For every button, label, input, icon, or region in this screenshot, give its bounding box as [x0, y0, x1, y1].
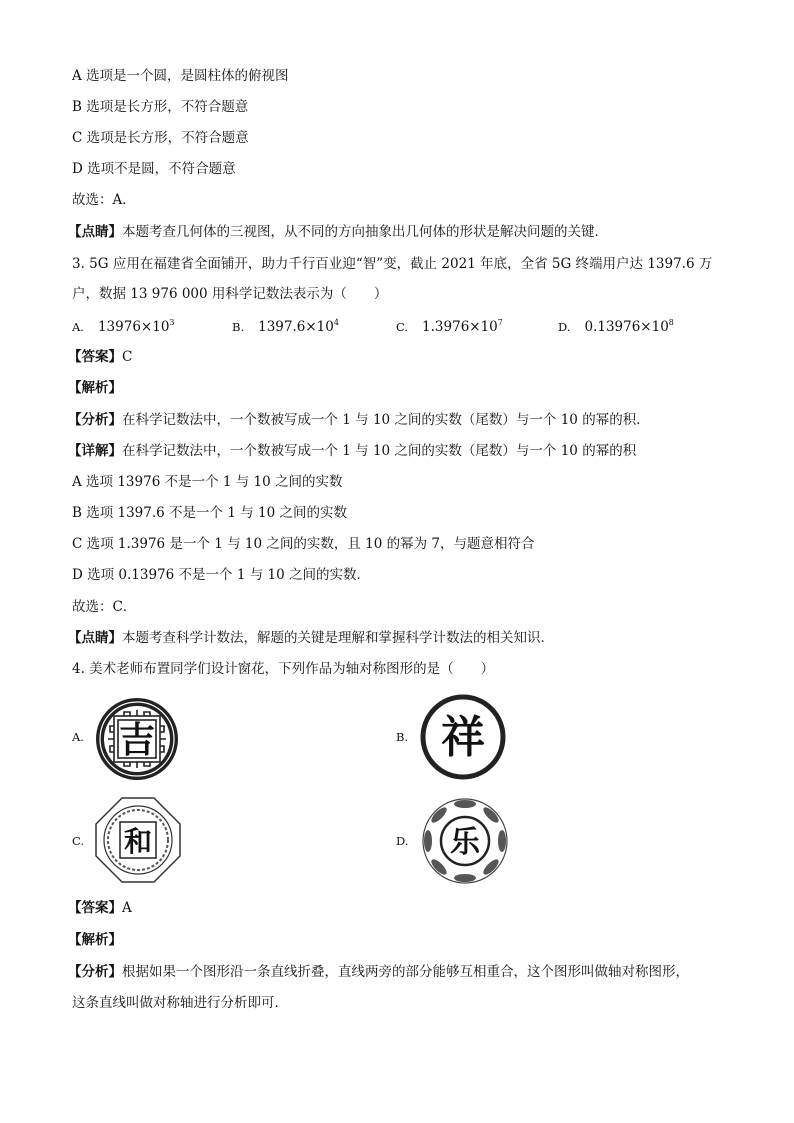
option-base: 0.13976×10: [584, 319, 669, 335]
option-letter: C.: [396, 320, 409, 334]
q3-option-a: [72, 317, 175, 337]
figure-c-char: 和: [123, 825, 153, 858]
q3-line-d: D 选项 0.13976 不是一个 1 与 10 之间的实数．: [72, 567, 370, 583]
q2-comment-text: 本题考查几何体的三视图，从不同的方向抽象出几何体的形状是解决问题的关键．: [122, 224, 608, 240]
q4-figure-d-label: D.: [396, 834, 409, 848]
q3-answer-value: C: [122, 349, 133, 365]
option-letter: D.: [558, 320, 571, 334]
option-letter: A.: [72, 320, 84, 334]
q3-xiangjie-text: 在科学记数法中，一个数被写成一个 1 与 10 之间的实数（尾数）与一个 10 的幂的积: [122, 443, 637, 459]
q4-stem: 4. 美术老师布置同学们设计窗花，下列作品为轴对称图形的是（ ）: [72, 661, 495, 677]
q4-analysis-tag: 【解析】: [68, 932, 122, 948]
q3-line-a: A 选项 13976 不是一个 1 与 10 之间的实数: [72, 474, 343, 490]
q3-option-b: [232, 317, 339, 337]
q2-comment: [68, 222, 608, 242]
option-exponent: 8: [668, 318, 674, 327]
q3-xiangjie-tag: 【详解】: [68, 443, 122, 459]
q3-fenxi-tag: 【分析】: [68, 412, 122, 428]
q2-choice: 故选：A．: [72, 192, 136, 208]
figure-a-char: 吉: [118, 720, 156, 761]
option-exponent: 7: [497, 318, 503, 327]
q3-comment-text: 本题考查科学计数法，解题的关键是理解和掌握科学计数法的相关知识．: [122, 630, 554, 646]
figure-b-char: 祥: [441, 712, 485, 763]
q4-fenxi-text-2: 这条直线叫做对称轴进行分析即可．: [72, 995, 288, 1011]
q4-figure-a-label: A.: [72, 730, 84, 744]
q2-line-c: C 选项是长方形，不符合题意: [72, 130, 249, 146]
q3-comment-tag: 【点睛】: [68, 630, 122, 646]
q3-comment: [68, 628, 554, 648]
q2-line-a: A 选项是一个圆，是圆柱体的俯视图: [72, 68, 289, 84]
q3-choice: 故选：C．: [72, 599, 137, 615]
q4-answer-value: A: [122, 900, 132, 916]
q4-figure-c: [94, 796, 182, 884]
q4-figure-b: [420, 694, 506, 780]
q3-stem-2: 户，数据 13 976 000 用科学记数法表示为（ ）: [72, 286, 388, 302]
q3-line-b: B 选项 1397.6 不是一个 1 与 10 之间的实数: [72, 505, 347, 521]
q2-line-d: D 选项不是圆，不符合题意: [72, 161, 236, 177]
option-letter: B.: [232, 320, 245, 334]
q3-option-c: [396, 317, 503, 337]
q4-figure-c-label: C.: [72, 834, 85, 848]
option-base: 13976×10: [97, 319, 170, 335]
q3-fenxi: [68, 410, 650, 430]
q3-fenxi-text: 在科学记数法中，一个数被写成一个 1 与 10 之间的实数（尾数）与一个 10 的幂的积．: [122, 412, 650, 428]
q4-fenxi-tag: 【分析】: [68, 964, 122, 980]
q4-answer: [68, 898, 132, 918]
q3-xiangjie: [68, 441, 636, 461]
q3-line-c: C 选项 1.3976 是一个 1 与 10 之间的实数，且 10 的幂为 7，与题意相符合: [72, 536, 535, 552]
q4-fenxi-text-1: 根据如果一个图形沿一条直线折叠，直线两旁的部分能够互相重合，这个图形叫做轴对称图形，: [122, 964, 689, 980]
q4-fenxi: [68, 962, 689, 982]
option-base: 1.3976×10: [422, 319, 498, 335]
option-base: 1397.6×10: [258, 319, 334, 335]
q4-figure-a: [94, 696, 180, 782]
q3-stem-1: 3. 5G 应用在福建省全面铺开，助力千行百业迎“智”变，截止 2021 年底，全省 5G 终端用户达 1397.6 万: [72, 256, 713, 272]
q4-figure-d: [420, 796, 510, 886]
option-exponent: 4: [333, 318, 339, 327]
q2-comment-tag: 【点睛】: [68, 224, 122, 240]
q4-figure-b-label: B.: [396, 730, 409, 744]
q3-answer: [68, 347, 132, 367]
q3-analysis-tag: 【解析】: [68, 380, 122, 396]
q3-option-d: [558, 317, 674, 337]
figure-d-char: 乐: [450, 825, 480, 860]
q3-answer-tag: 【答案】: [68, 349, 122, 365]
q2-line-b: B 选项是长方形，不符合题意: [72, 99, 249, 115]
option-exponent: 3: [169, 318, 175, 327]
q4-answer-tag: 【答案】: [68, 900, 122, 916]
